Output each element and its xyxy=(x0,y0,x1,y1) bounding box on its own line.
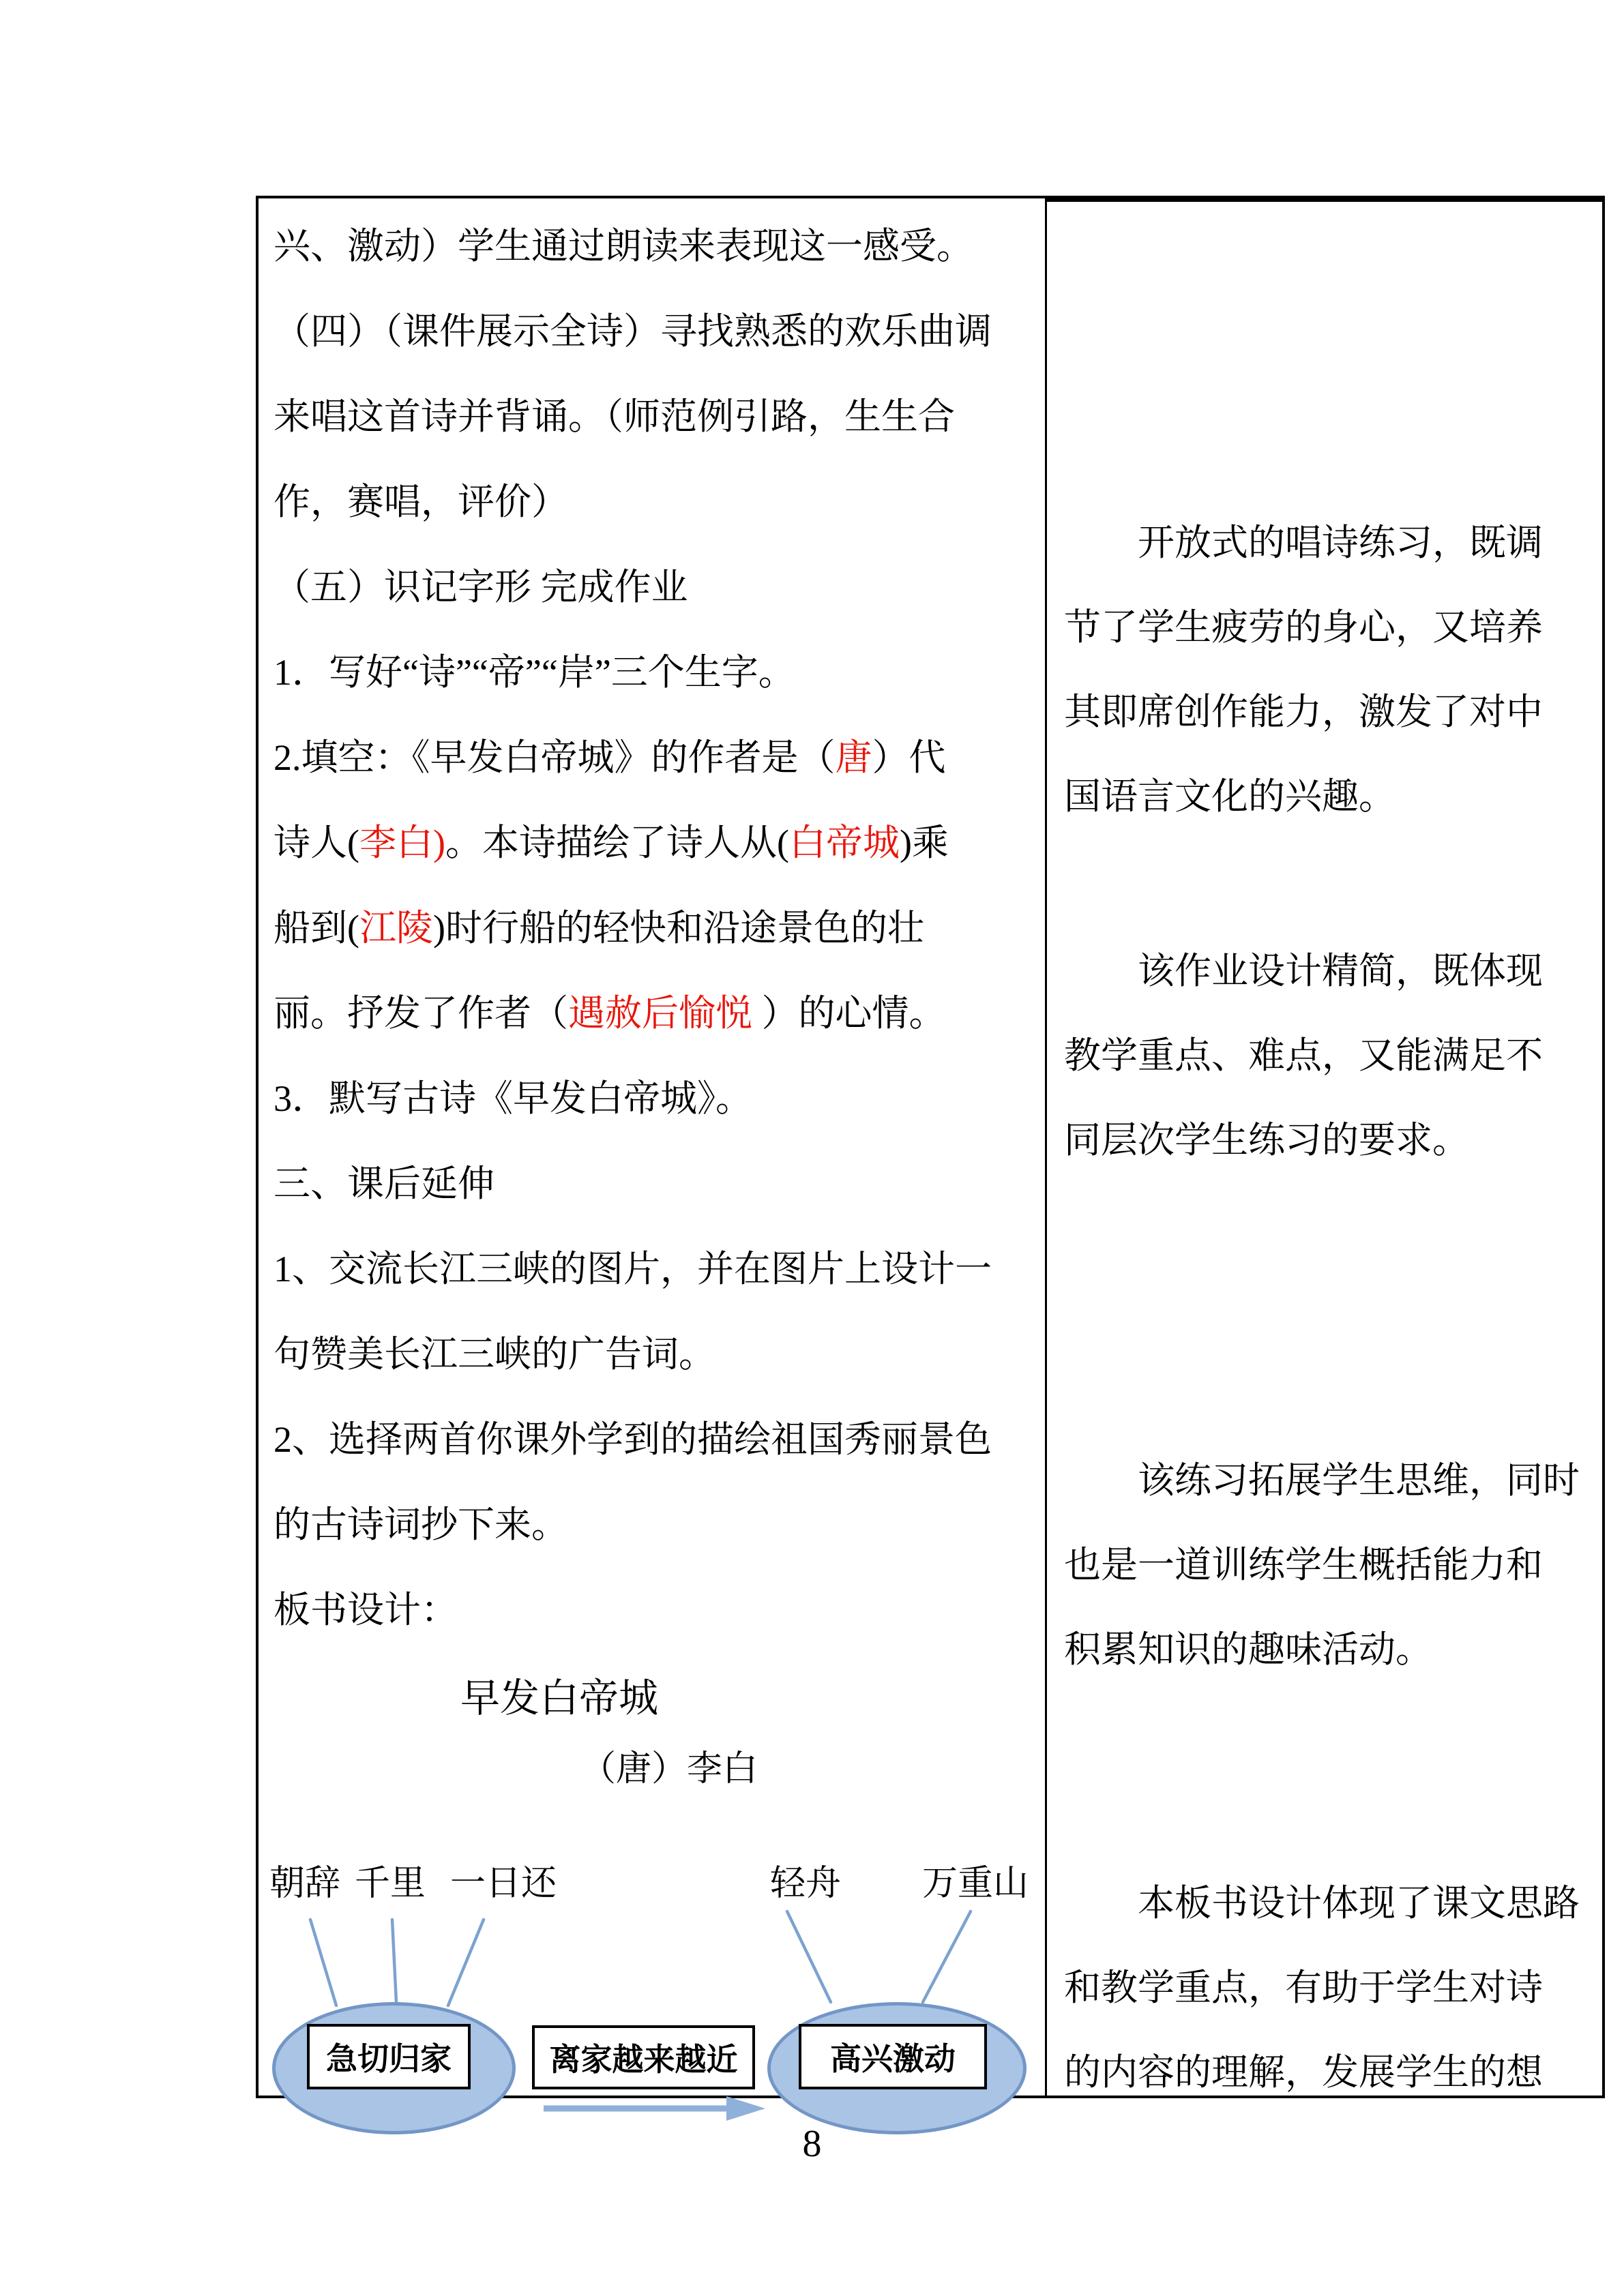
text-line: 来唱这首诗并背诵。（师范例引路，生生合 xyxy=(274,396,955,437)
text-line: 作，赛唱，评价） xyxy=(274,481,568,522)
answer-text-red: 遇赦后愉悦 xyxy=(568,993,752,1034)
text-line: 的古诗词抄下来。 xyxy=(274,1504,568,1545)
text-line: 1、交流长江三峡的图片，并在图片上设计一 xyxy=(274,1249,992,1289)
text-line: 船到(江陵)时行船的轻快和沿途景色的壮 xyxy=(274,908,924,949)
text-line: 丽。抒发了作者（遇赦后愉悦 ）的心情。 xyxy=(274,993,946,1034)
board-poem-author: （唐）李白 xyxy=(580,1750,758,1789)
text-line: 诗人(李白)。本诗描绘了诗人从(白帝城)乘 xyxy=(274,822,949,863)
board-word: 万重山 xyxy=(922,1864,1029,1903)
answer-text-red: 江陵 xyxy=(359,908,433,949)
text-line: （五）识记字形 完成作业 xyxy=(274,567,688,608)
text-line: 1．写好“诗”“帝”“岸”三个生字。 xyxy=(274,652,795,693)
comment-line: 开放式的唱诗练习，既调 xyxy=(1138,522,1543,563)
board-words-row xyxy=(259,1865,1042,1920)
comment-line: 和教学重点，有助于学生对诗 xyxy=(1064,1967,1543,2008)
lesson-column xyxy=(259,198,1042,1920)
comment-paragraph-exercise xyxy=(1047,1459,1603,1713)
comment-line: 其即席创作能力，激发了对中 xyxy=(1064,691,1543,732)
comment-line: 国语言文化的兴趣。 xyxy=(1064,776,1396,817)
right-emotion-box: 高兴激动 xyxy=(799,2024,987,2089)
answer-text-red: 唐 xyxy=(835,737,872,778)
comment-line: 该练习拓展学生思维，同时 xyxy=(1138,1460,1580,1501)
text-line: 板书设计： xyxy=(274,1590,458,1630)
text-line: 2、选择两首你课外学到的描绘祖国秀丽景色 xyxy=(274,1419,992,1460)
board-word: 朝辞 xyxy=(269,1864,341,1903)
board-word: 轻舟 xyxy=(770,1864,842,1903)
board-word: 千里 xyxy=(355,1864,426,1903)
comment-line: 的内容的理解，发展学生的想 xyxy=(1064,2052,1543,2093)
comment-line: 本板书设计体现了课文思路 xyxy=(1138,1883,1580,1924)
text-line: （四）（课件展示全诗）寻找熟悉的欢乐曲调 xyxy=(274,311,992,352)
comment-line: 积累知识的趣味活动。 xyxy=(1064,1629,1432,1670)
lesson-text-lines xyxy=(259,198,1042,1674)
comment-line: 同层次学生练习的要求。 xyxy=(1064,1120,1469,1161)
comment-paragraph-singing xyxy=(1047,522,1603,860)
comment-line: 教学重点、难点，又能满足不 xyxy=(1064,1035,1543,1076)
comment-line: 也是一道训练学生概括能力和 xyxy=(1064,1545,1543,1585)
page-number: 8 xyxy=(802,2123,822,2165)
comment-line: 该作业设计精简，既体现 xyxy=(1138,951,1543,992)
text-line: 3．默写古诗《早发白帝城》。 xyxy=(274,1078,752,1119)
board-poem-title: 早发白帝城 xyxy=(460,1676,659,1720)
left-emotion-box: 急切归家 xyxy=(307,2024,471,2089)
comment-paragraph-homework xyxy=(1047,950,1603,1204)
text-line: 句赞美长江三峡的广告词。 xyxy=(274,1334,715,1375)
flow-arrow-head xyxy=(726,2096,765,2121)
text-line: 2.填空：《早发白帝城》的作者是（唐）代 xyxy=(274,737,946,778)
text-line: 三、课后延伸 xyxy=(274,1163,494,1204)
table-right-top-border xyxy=(1045,196,1605,202)
comment-paragraph-board xyxy=(1047,1882,1603,2136)
answer-text-red: 白帝城 xyxy=(788,822,900,863)
board-word: 一日还 xyxy=(450,1864,557,1903)
comment-line: 节了学生疲劳的身心，又培养 xyxy=(1064,607,1543,648)
text-line: 兴、激动）学生通过朗读来表现这一感受。 xyxy=(274,226,973,267)
answer-text-red: 李白) xyxy=(359,822,445,863)
middle-process-box: 离家越来越近 xyxy=(532,2025,755,2089)
